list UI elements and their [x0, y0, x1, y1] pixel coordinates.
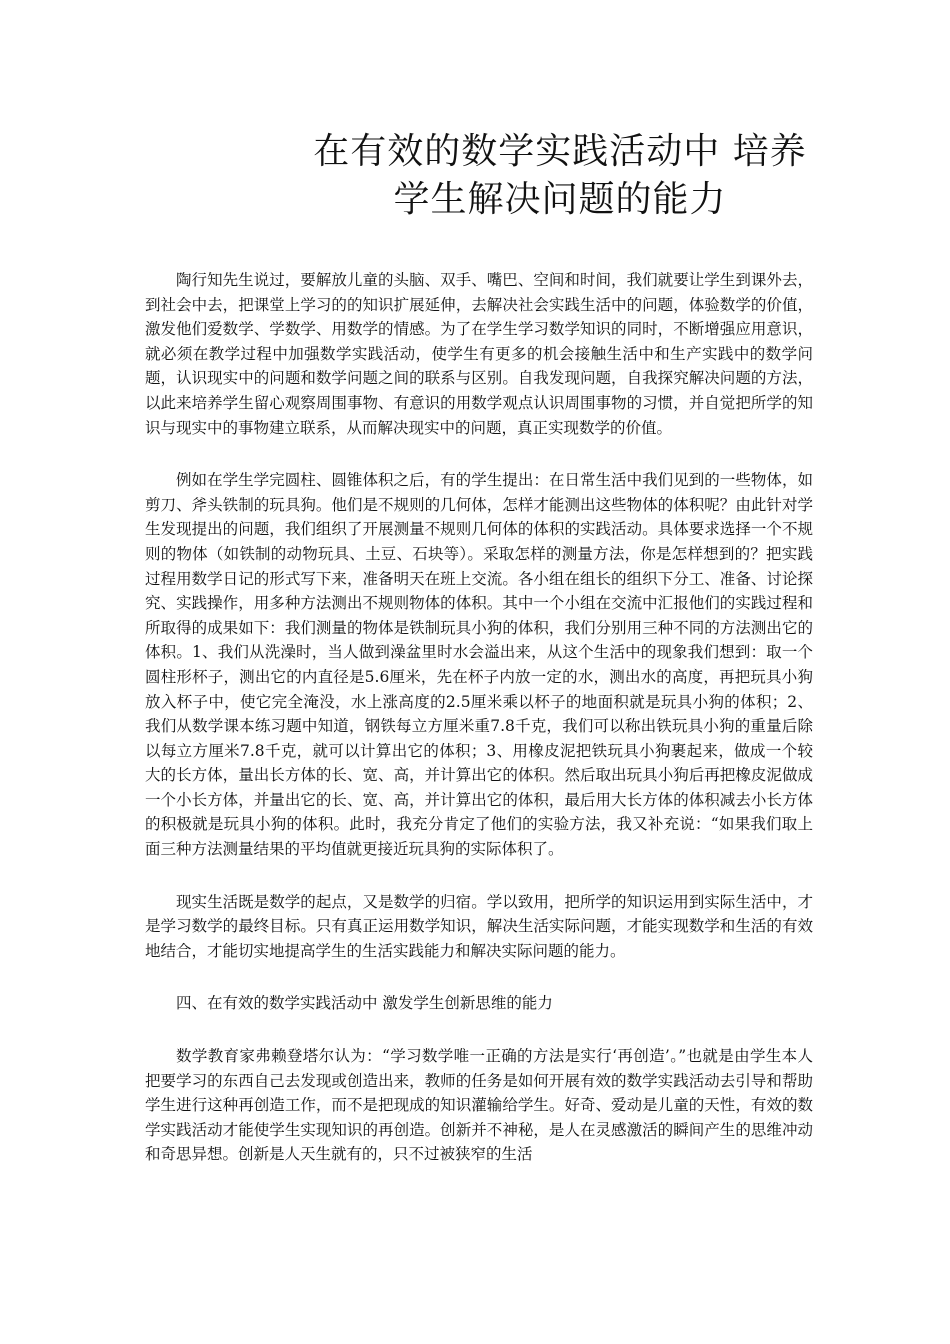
title-line-1: 在有效的数学实践活动中 培养 — [313, 131, 807, 172]
paragraph-conclusion: 现实生活既是数学的起点，又是数学的归宿。学以致用，把所学的知识运用到实际生活中，才是学习数学的最终目标。只有真正运用数学知识，解决生活实际问题，才能实现数学和生活的有效地结合，才能切实地提高学生的生活实践能力和解决实际问题的能力。 — [145, 892, 813, 960]
section-heading: 四、在有效的数学实践活动中 激发学生创新思维的能力 — [176, 994, 553, 1013]
title-line-2: 学生解决问题的能力 — [393, 179, 727, 220]
paragraph-example: 例如在学生学完圆柱、圆锥体积之后，有的学生提出：在日常生活中我们见到的一些物体，如剪刀、斧头铁制的玩具狗。他们是不规则的几何体，怎样才能测出这些物体的体积呢？由此针对学生发现提出的问题，我们组织了开展测量不规则几何体的体积的实践活动。具体要求选择一个不规则的物体（如铁制的动物玩具、土豆、石块等）。采取怎样的测量方法，你是怎样想到的？把实践过程用数学日记的形式写下来，准备明天在班上交流。各小组在组长的组织下分工、准备、讨论探究、实践操作，用多种方法测出不规则物体的体积。其中一个小组在交流中汇报他们的实践过程和所取得的成果如下：我们测量的物体是铁制玩具小狗的体积，我们分别用三种不同的方法测出它的体积。1、我们从洗澡时，当人做到澡盆里时水会溢出来，从这个生活中的现象我们想到：取一个圆柱形杯子，测出它的内直径是5.6厘米，先在杯子内放一定的水，测出水的高度，再把玩具小狗放入杯子中，使它完全淹没，水上涨高度的2.5厘米乘以杯子的地面积就是玩具小狗的体积；2、我们从数学课本练习题中知道，钢铁每立方厘米重7.8千克，我们可以称出铁玩具小狗的重量后除以每立方厘米7.8千克，就可以计算出它的体积；3、用橡皮泥把铁玩具小狗裹起来，做成一个较大的长方体，量出长方体的长、宽、高，并计算出它的体积。然后取出玩具小狗后再把橡皮泥做成一个小长方体，并量出它的长、宽、高，并计算出它的体积，最后用大长方体的体积减去小长方体的积极就是玩具小狗的体积。此时，我充分肯定了他们的实验方法，我又补充说：“如果我们取上面三种方法测量结果的平均值就更接近玩具狗的实际体积了。 — [145, 471, 813, 859]
page-title — [250, 128, 870, 224]
paragraph-intro: 陶行知先生说过，要解放儿童的头脑、双手、嘴巴、空间和时间，我们就要让学生到课外去，到社会中去，把课堂上学习的的知识扩展延伸，去解决社会实践生活中的问题，体验数学的价值，激发他们爱数学、学数学、用数学的情感。为了在学生学习数学知识的同时，不断增强应用意识，就必须在教学过程中加强数学实践活动，使学生有更多的机会接触生活中和生产实践中的数学问题，认识现实中的问题和数学问题之间的联系与区别。自我发现问题，自我探究解决问题的方法，以此来培养学生留心观察周围事物、有意识的用数学观点认识周围事物的习惯，并自觉把所学的知识与现实中的事物建立联系，从而解决现实中的问题，真正实现数学的价值。 — [145, 271, 813, 437]
document-body — [145, 268, 813, 1195]
paragraph-creativity: 数学教育家弗赖登塔尔认为：“学习数学唯一正确的方法是实行‘再创造’。”也就是由学生本人把要学习的东西自己去发现或创造出来，教师的任务是如何开展有效的数学实践活动去引导和帮助学生进行这种再创造工作，而不是把现成的知识灌输给学生。好奇、爱动是儿童的天性，有效的数学实践活动才能使学生实现知识的再创造。创新并不神秘，是人在灵感激活的瞬间产生的思维冲动和奇思异想。创新是人天生就有的，只不过被狭窄的生活 — [145, 1047, 813, 1164]
